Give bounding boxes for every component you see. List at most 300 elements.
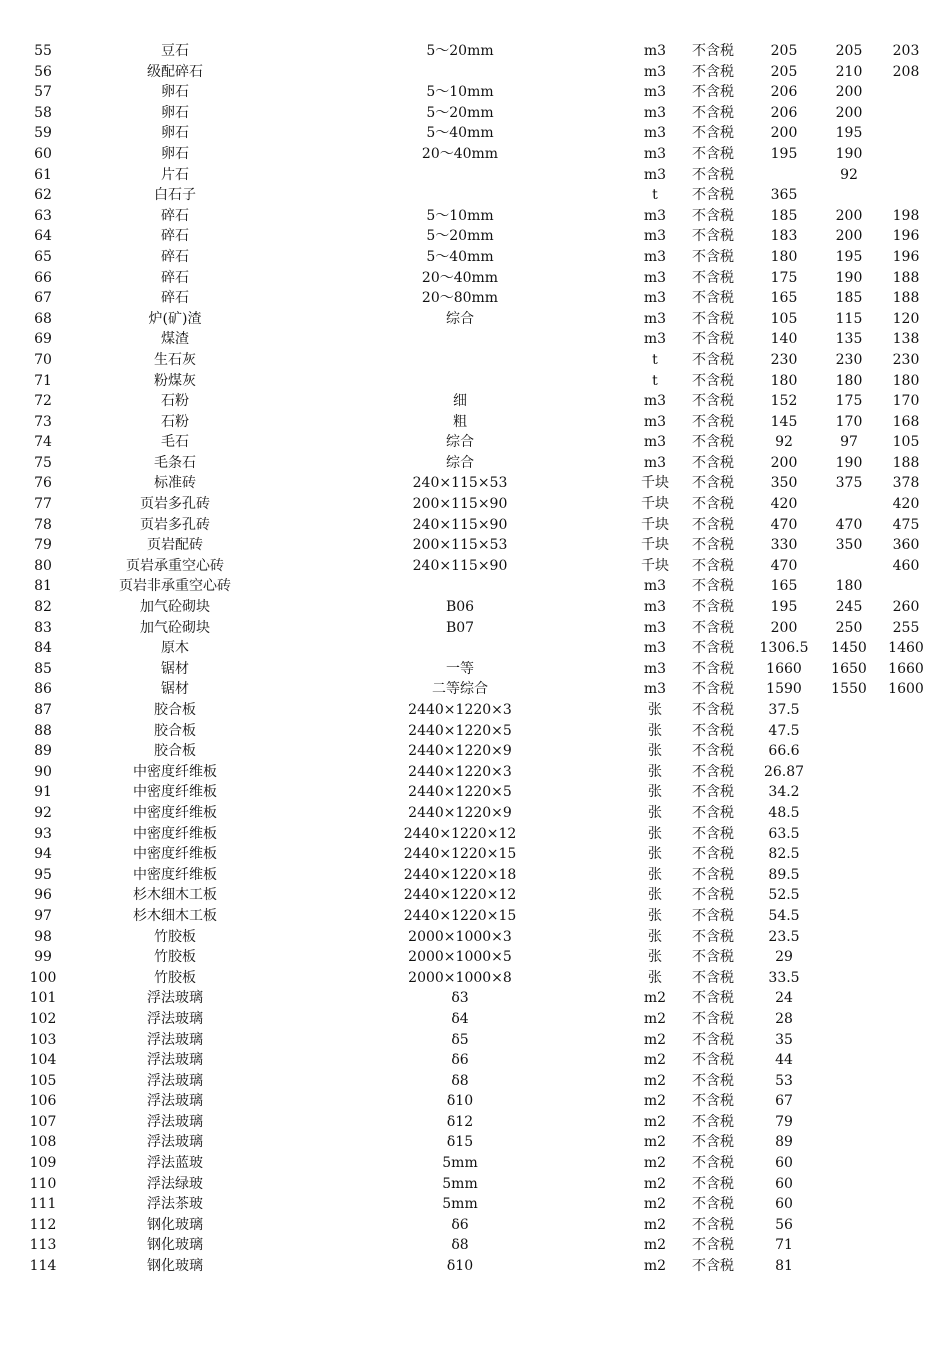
material-spec: δ6 (451, 1216, 469, 1233)
table-row (0, 1091, 950, 1112)
price-1: 350 (770, 475, 798, 492)
material-name: 页岩非承重空心砖 (119, 578, 231, 595)
material-spec: 200×115×90 (412, 496, 508, 513)
row-number: 70 (34, 351, 52, 368)
row-number: 111 (29, 1196, 57, 1213)
row-number: 103 (29, 1031, 57, 1048)
row-number: 99 (34, 949, 52, 966)
price-1: 63.5 (768, 825, 800, 842)
price-3: 360 (892, 537, 920, 554)
tax-note: 不含税 (692, 1052, 734, 1069)
material-spec: 细 (453, 393, 467, 410)
unit: m2 (643, 1113, 667, 1130)
table-row (0, 1112, 950, 1133)
price-1: 1590 (766, 681, 802, 698)
table-row (0, 1174, 950, 1195)
tax-note: 不含税 (692, 990, 734, 1007)
price-1: 29 (775, 949, 793, 966)
row-number: 58 (34, 104, 52, 121)
unit: 张 (648, 702, 662, 718)
unit: m2 (643, 1134, 667, 1151)
price-1: 230 (770, 351, 798, 368)
unit: m3 (643, 660, 667, 677)
price-1: 52.5 (768, 887, 800, 904)
material-spec: 5～40mm (426, 248, 494, 265)
tax-note: 不含税 (692, 310, 734, 327)
tax-note: 不含税 (692, 1072, 734, 1089)
row-number: 75 (34, 454, 52, 471)
row-number: 92 (34, 804, 52, 821)
price-1: 28 (775, 1010, 793, 1027)
unit: m3 (643, 228, 667, 245)
price-1: 200 (770, 125, 798, 142)
unit: m3 (643, 63, 667, 80)
price-1: 35 (775, 1031, 793, 1048)
unit: m3 (643, 599, 667, 616)
material-spec: δ10 (446, 1093, 474, 1110)
tax-note: 不含税 (692, 804, 734, 821)
table-row (0, 597, 950, 618)
price-2: 245 (835, 599, 863, 616)
tax-note: 不含税 (692, 351, 734, 368)
material-spec: 5～10mm (426, 207, 494, 224)
table-row (0, 741, 950, 762)
tax-note: 不含税 (692, 1175, 734, 1192)
price-2: 200 (835, 228, 863, 245)
table-row (0, 1235, 950, 1256)
material-spec: 20～40mm (421, 145, 499, 162)
material-name: 浮法玻璃 (147, 990, 203, 1007)
table-row (0, 165, 950, 186)
material-name: 卵石 (161, 84, 189, 101)
table-row (0, 947, 950, 968)
table-row (0, 41, 950, 62)
material-spec: δ8 (451, 1237, 469, 1254)
material-name: 中密度纤维板 (133, 866, 217, 883)
material-name: 浮法玻璃 (147, 1031, 203, 1048)
row-number: 102 (29, 1010, 57, 1027)
material-name: 浮法茶玻 (147, 1196, 203, 1213)
price-2: 92 (840, 166, 858, 183)
price-3: 378 (892, 475, 920, 492)
tax-note: 不含税 (692, 578, 734, 595)
table-row (0, 144, 950, 165)
tax-note: 不含税 (692, 887, 734, 904)
price-3: 188 (892, 269, 920, 286)
table-row (0, 371, 950, 392)
tax-note: 不含税 (692, 393, 734, 410)
tax-note: 不含税 (692, 454, 734, 471)
material-spec: 240×115×90 (412, 557, 508, 574)
price-3: 168 (892, 413, 920, 430)
unit: m3 (643, 145, 667, 162)
unit: m2 (643, 1010, 667, 1027)
price-1: 180 (770, 248, 798, 265)
price-3: 196 (892, 248, 920, 265)
row-number: 56 (34, 63, 52, 80)
material-spec: 2000×1000×8 (408, 969, 512, 986)
price-2: 115 (835, 310, 863, 327)
tax-note: 不含税 (692, 145, 734, 162)
tax-note: 不含税 (692, 846, 734, 863)
price-3: 138 (892, 331, 920, 348)
price-2: 250 (835, 619, 863, 636)
tax-note: 不含税 (692, 969, 734, 986)
price-1: 195 (770, 599, 798, 616)
row-number: 61 (34, 166, 52, 183)
unit: m3 (643, 84, 667, 101)
price-1: 1306.5 (759, 640, 809, 657)
row-number: 55 (34, 43, 52, 59)
row-number: 59 (34, 125, 52, 142)
row-number: 91 (34, 784, 52, 801)
table-row (0, 473, 950, 494)
material-name: 碎石 (161, 228, 189, 245)
unit: m3 (643, 125, 667, 142)
table-row (0, 350, 950, 371)
tax-note: 不含税 (692, 413, 734, 430)
table-row (0, 679, 950, 700)
price-1: 206 (770, 104, 798, 121)
price-3: 460 (892, 557, 920, 574)
material-spec: δ6 (451, 1052, 469, 1069)
material-name: 石粉 (161, 413, 189, 430)
price-1: 67 (775, 1093, 793, 1110)
tax-note: 不含税 (692, 63, 734, 80)
unit: m3 (643, 43, 667, 59)
material-spec: 2440×1220×9 (408, 804, 512, 821)
unit: m3 (643, 248, 667, 265)
table-row (0, 432, 950, 453)
table-row (0, 329, 950, 350)
material-name: 加气砼砌块 (140, 599, 210, 616)
row-number: 62 (34, 187, 52, 204)
price-1: 60 (775, 1175, 793, 1192)
table-row (0, 968, 950, 989)
material-spec: 粗 (453, 413, 467, 430)
unit: t (652, 372, 658, 389)
price-3: 198 (892, 207, 920, 224)
price-1: 92 (775, 434, 793, 451)
material-name: 钢化玻璃 (147, 1237, 203, 1254)
tax-note: 不含税 (692, 557, 734, 574)
tax-note: 不含税 (692, 104, 734, 121)
material-spec: 2440×1220×5 (408, 722, 512, 739)
price-1: 145 (770, 413, 798, 430)
table-row (0, 824, 950, 845)
row-number: 64 (34, 228, 52, 245)
material-name: 锯材 (161, 660, 189, 677)
material-name: 中密度纤维板 (133, 763, 217, 780)
material-spec: 一等 (446, 660, 474, 677)
price-2: 470 (835, 516, 863, 533)
price-1: 175 (770, 269, 798, 286)
price-2: 135 (835, 331, 863, 348)
material-name: 杉木细木工板 (133, 887, 217, 904)
tax-note: 不含税 (692, 248, 734, 265)
material-spec: 5mm (442, 1155, 478, 1172)
material-name: 页岩多孔砖 (140, 516, 210, 533)
unit: m3 (643, 413, 667, 430)
tax-note: 不含税 (692, 516, 734, 533)
tax-note: 不含税 (692, 1113, 734, 1130)
row-number: 80 (34, 557, 52, 574)
material-name: 胶合板 (154, 743, 196, 760)
material-spec: 2000×1000×5 (408, 949, 512, 966)
price-1: 56 (775, 1216, 793, 1233)
price-1: 105 (770, 310, 798, 327)
price-2: 195 (835, 248, 863, 265)
material-spec: 5～20mm (426, 104, 494, 121)
material-spec: δ4 (451, 1010, 469, 1027)
material-name: 中密度纤维板 (133, 804, 217, 821)
price-1: 365 (770, 187, 798, 204)
price-2: 1650 (831, 660, 867, 677)
material-spec: 5～10mm (426, 84, 494, 101)
material-name: 碎石 (161, 269, 189, 286)
row-number: 88 (34, 722, 52, 739)
tax-note: 不含税 (692, 166, 734, 183)
price-1: 420 (770, 496, 798, 513)
tax-note: 不含税 (692, 928, 734, 945)
row-number: 84 (34, 640, 52, 657)
price-1: 60 (775, 1155, 793, 1172)
row-number: 96 (34, 887, 52, 904)
material-spec: 200×115×53 (412, 537, 508, 554)
tax-note: 不含税 (692, 1155, 734, 1172)
unit: 千块 (641, 516, 669, 533)
unit: m3 (643, 310, 667, 327)
table-row (0, 185, 950, 206)
price-3: 230 (892, 351, 920, 368)
price-2: 1550 (831, 681, 867, 698)
price-1: 200 (770, 619, 798, 636)
table-row (0, 700, 950, 721)
row-number: 63 (34, 207, 52, 224)
table-row (0, 1071, 950, 1092)
unit: 张 (648, 825, 662, 842)
material-name: 页岩承重空心砖 (126, 557, 224, 574)
tax-note: 不含税 (692, 722, 734, 739)
price-1: 54.5 (768, 907, 800, 924)
table-row (0, 391, 950, 412)
table-row (0, 803, 950, 824)
tax-note: 不含税 (692, 763, 734, 780)
table-row (0, 123, 950, 144)
tax-note: 不含税 (692, 372, 734, 389)
table-row (0, 1030, 950, 1051)
price-2: 97 (840, 434, 858, 451)
price-1: 81 (775, 1258, 793, 1275)
material-spec: 2440×1220×12 (403, 825, 517, 842)
material-name: 中密度纤维板 (133, 846, 217, 863)
row-number: 85 (34, 660, 52, 677)
unit: 千块 (641, 537, 669, 554)
price-1: 24 (775, 990, 793, 1007)
tax-note: 不含税 (692, 640, 734, 657)
unit: 张 (648, 743, 662, 760)
price-1: 180 (770, 372, 798, 389)
unit: m2 (643, 1258, 667, 1275)
unit: 张 (648, 784, 662, 801)
table-row (0, 1194, 950, 1215)
tax-note: 不含税 (692, 681, 734, 698)
tax-note: 不含税 (692, 207, 734, 224)
material-name: 钢化玻璃 (147, 1258, 203, 1275)
price-2: 205 (835, 43, 863, 59)
material-name: 浮法玻璃 (147, 1052, 203, 1069)
material-name: 碎石 (161, 248, 189, 265)
tax-note: 不含税 (692, 269, 734, 286)
price-1: 205 (770, 63, 798, 80)
price-3: 180 (892, 372, 920, 389)
table-row (0, 268, 950, 289)
material-name: 加气砼砌块 (140, 619, 210, 636)
table-row (0, 226, 950, 247)
material-name: 中密度纤维板 (133, 784, 217, 801)
material-name: 炉(矿)渣 (148, 310, 202, 327)
price-1: 33.5 (768, 969, 800, 986)
tax-note: 不含税 (692, 599, 734, 616)
price-2: 180 (835, 578, 863, 595)
table-row (0, 927, 950, 948)
material-name: 浮法玻璃 (147, 1093, 203, 1110)
row-number: 79 (34, 537, 52, 554)
tax-note: 不含税 (692, 1134, 734, 1151)
unit: m3 (643, 104, 667, 121)
row-number: 95 (34, 866, 52, 883)
material-name: 浮法绿玻 (147, 1175, 203, 1192)
table-row (0, 1050, 950, 1071)
price-3: 420 (892, 496, 920, 513)
tax-note: 不含税 (692, 660, 734, 677)
price-3: 1460 (888, 640, 924, 657)
tax-note: 不含税 (692, 187, 734, 204)
unit: m2 (643, 990, 667, 1007)
price-1: 82.5 (768, 846, 800, 863)
row-number: 90 (34, 763, 52, 780)
price-table (0, 41, 950, 1277)
price-1: 53 (775, 1072, 793, 1089)
tax-note: 不含税 (692, 43, 734, 59)
table-row (0, 1215, 950, 1236)
price-3: 1660 (888, 660, 924, 677)
price-2: 190 (835, 145, 863, 162)
material-spec: 2440×1220×18 (403, 866, 517, 883)
table-row (0, 988, 950, 1009)
table-row (0, 865, 950, 886)
tax-note: 不含税 (692, 1093, 734, 1110)
row-number: 77 (34, 496, 52, 513)
material-name: 卵石 (161, 125, 189, 142)
row-number: 67 (34, 290, 52, 307)
row-number: 72 (34, 393, 52, 410)
unit: 千块 (641, 475, 669, 492)
table-row (0, 1132, 950, 1153)
unit: 张 (648, 887, 662, 904)
material-spec: 240×115×90 (412, 516, 508, 533)
unit: m3 (643, 331, 667, 348)
price-2: 200 (835, 84, 863, 101)
table-row (0, 659, 950, 680)
table-row (0, 309, 950, 330)
tax-note: 不含税 (692, 537, 734, 554)
tax-note: 不含税 (692, 331, 734, 348)
material-name: 竹胶板 (154, 969, 196, 986)
material-spec: δ10 (446, 1258, 474, 1275)
row-number: 87 (34, 702, 52, 718)
row-number: 112 (29, 1216, 57, 1233)
row-number: 109 (29, 1155, 57, 1172)
material-spec: 2440×1220×5 (408, 784, 512, 801)
price-3: 260 (892, 599, 920, 616)
table-row (0, 1153, 950, 1174)
row-number: 86 (34, 681, 52, 698)
table-row (0, 82, 950, 103)
table-row (0, 906, 950, 927)
price-2: 230 (835, 351, 863, 368)
tax-note: 不含税 (692, 949, 734, 966)
material-spec: B07 (445, 619, 475, 636)
tax-note: 不含税 (692, 784, 734, 801)
price-3: 170 (892, 393, 920, 410)
row-number: 69 (34, 331, 52, 348)
price-1: 71 (775, 1237, 793, 1254)
table-row (0, 721, 950, 742)
unit: 张 (648, 949, 662, 966)
material-name: 级配碎石 (147, 63, 203, 80)
material-name: 卵石 (161, 104, 189, 121)
price-1: 470 (770, 516, 798, 533)
price-1: 185 (770, 207, 798, 224)
material-name: 浮法玻璃 (147, 1072, 203, 1089)
unit: 张 (648, 763, 662, 780)
material-spec: 5mm (442, 1196, 478, 1213)
price-3: 255 (892, 619, 920, 636)
price-3: 120 (892, 310, 920, 327)
unit: m3 (643, 619, 667, 636)
material-name: 浮法玻璃 (147, 1113, 203, 1130)
table-row (0, 638, 950, 659)
table-row (0, 1256, 950, 1277)
price-1: 44 (775, 1052, 793, 1069)
material-name: 白石子 (154, 187, 196, 204)
unit: 张 (648, 722, 662, 739)
row-number: 57 (34, 84, 52, 101)
price-1: 183 (770, 228, 798, 245)
row-number: 104 (29, 1052, 57, 1069)
unit: m3 (643, 207, 667, 224)
price-2: 185 (835, 290, 863, 307)
unit: m2 (643, 1093, 667, 1110)
price-1: 206 (770, 84, 798, 101)
unit: t (652, 351, 658, 368)
row-number: 106 (29, 1093, 57, 1110)
price-2: 190 (835, 454, 863, 471)
price-1: 205 (770, 43, 798, 59)
tax-note: 不含税 (692, 434, 734, 451)
tax-note: 不含税 (692, 290, 734, 307)
price-2: 375 (835, 475, 863, 492)
price-3: 196 (892, 228, 920, 245)
tax-note: 不含税 (692, 702, 734, 718)
material-name: 页岩多孔砖 (140, 496, 210, 513)
row-number: 76 (34, 475, 52, 492)
material-spec: 5～20mm (426, 228, 494, 245)
material-name: 胶合板 (154, 702, 196, 718)
material-spec: 2440×1220×12 (403, 887, 517, 904)
row-number: 101 (29, 990, 57, 1007)
